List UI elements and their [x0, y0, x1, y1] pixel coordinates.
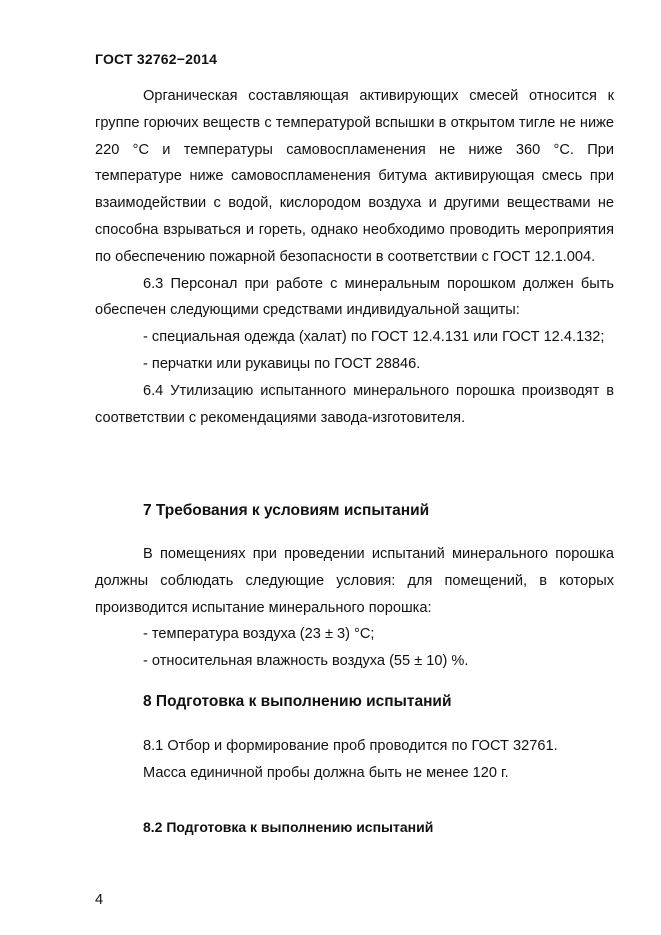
paragraph-8-1-sampling: 8.1 Отбор и формирование проб проводится по ГОСТ 32761.	[143, 738, 558, 754]
section-7-heading: 7 Требования к условиям испытаний	[143, 502, 430, 519]
text-block-8	[95, 733, 614, 787]
document-header: ГОСТ 32762−2014	[95, 51, 218, 67]
text-block-7	[95, 541, 614, 675]
page-number: 4	[95, 892, 104, 908]
list-item-temperature: - температура воздуха (23 ± 3) °С;	[143, 626, 375, 643]
paragraph-7-intro: В помещениях при проведении испытаний минерального порошка должны соблюдать следующие условия: для помещений, в которых производится испытание минерального порошка:	[95, 546, 614, 616]
list-item-gloves: - перчатки или рукавицы по ГОСТ 28846.	[143, 355, 421, 372]
subsection-8-2-heading: 8.2 Подготовка к выполнению испытаний	[143, 819, 434, 835]
list-item-humidity: - относительная влажность воздуха (55 ± 10) %.	[143, 653, 469, 670]
text-block-6	[95, 83, 614, 431]
paragraph-organic-component: Органическая составляющая активирующих смесей относится к группе горючих веществ с температурой вспышки в открытом тигле не ниже 220 °С и температуры самовоспламенения не ниже 360 °С. При температуре ниже самовоспламенения битума активирующая смесь при взаимодействии с водой, кислородом воздуха и другими веществами не способна взрываться и гореть, однако необходимо проводить мероприятия по обеспечению пожарной безопасности в соответствии с ГОСТ 12.1.004.	[95, 88, 614, 265]
paragraph-6-3: 6.3 Персонал при работе с минеральным порошком должен быть обеспечен следующими средствами индивидуальной защиты:	[95, 275, 614, 319]
paragraph-8-1-mass: Масса единичной пробы должна быть не менее 120 г.	[143, 764, 509, 781]
section-8-heading: 8 Подготовка к выполнению испытаний	[143, 693, 452, 710]
list-item-clothing: - специальная одежда (халат) по ГОСТ 12.4.131 или ГОСТ 12.4.132;	[143, 329, 605, 346]
paragraph-6-4: 6.4 Утилизацию испытанного минерального порошка производят в соответствии с рекомендациями завода-изготовителя.	[95, 382, 614, 426]
